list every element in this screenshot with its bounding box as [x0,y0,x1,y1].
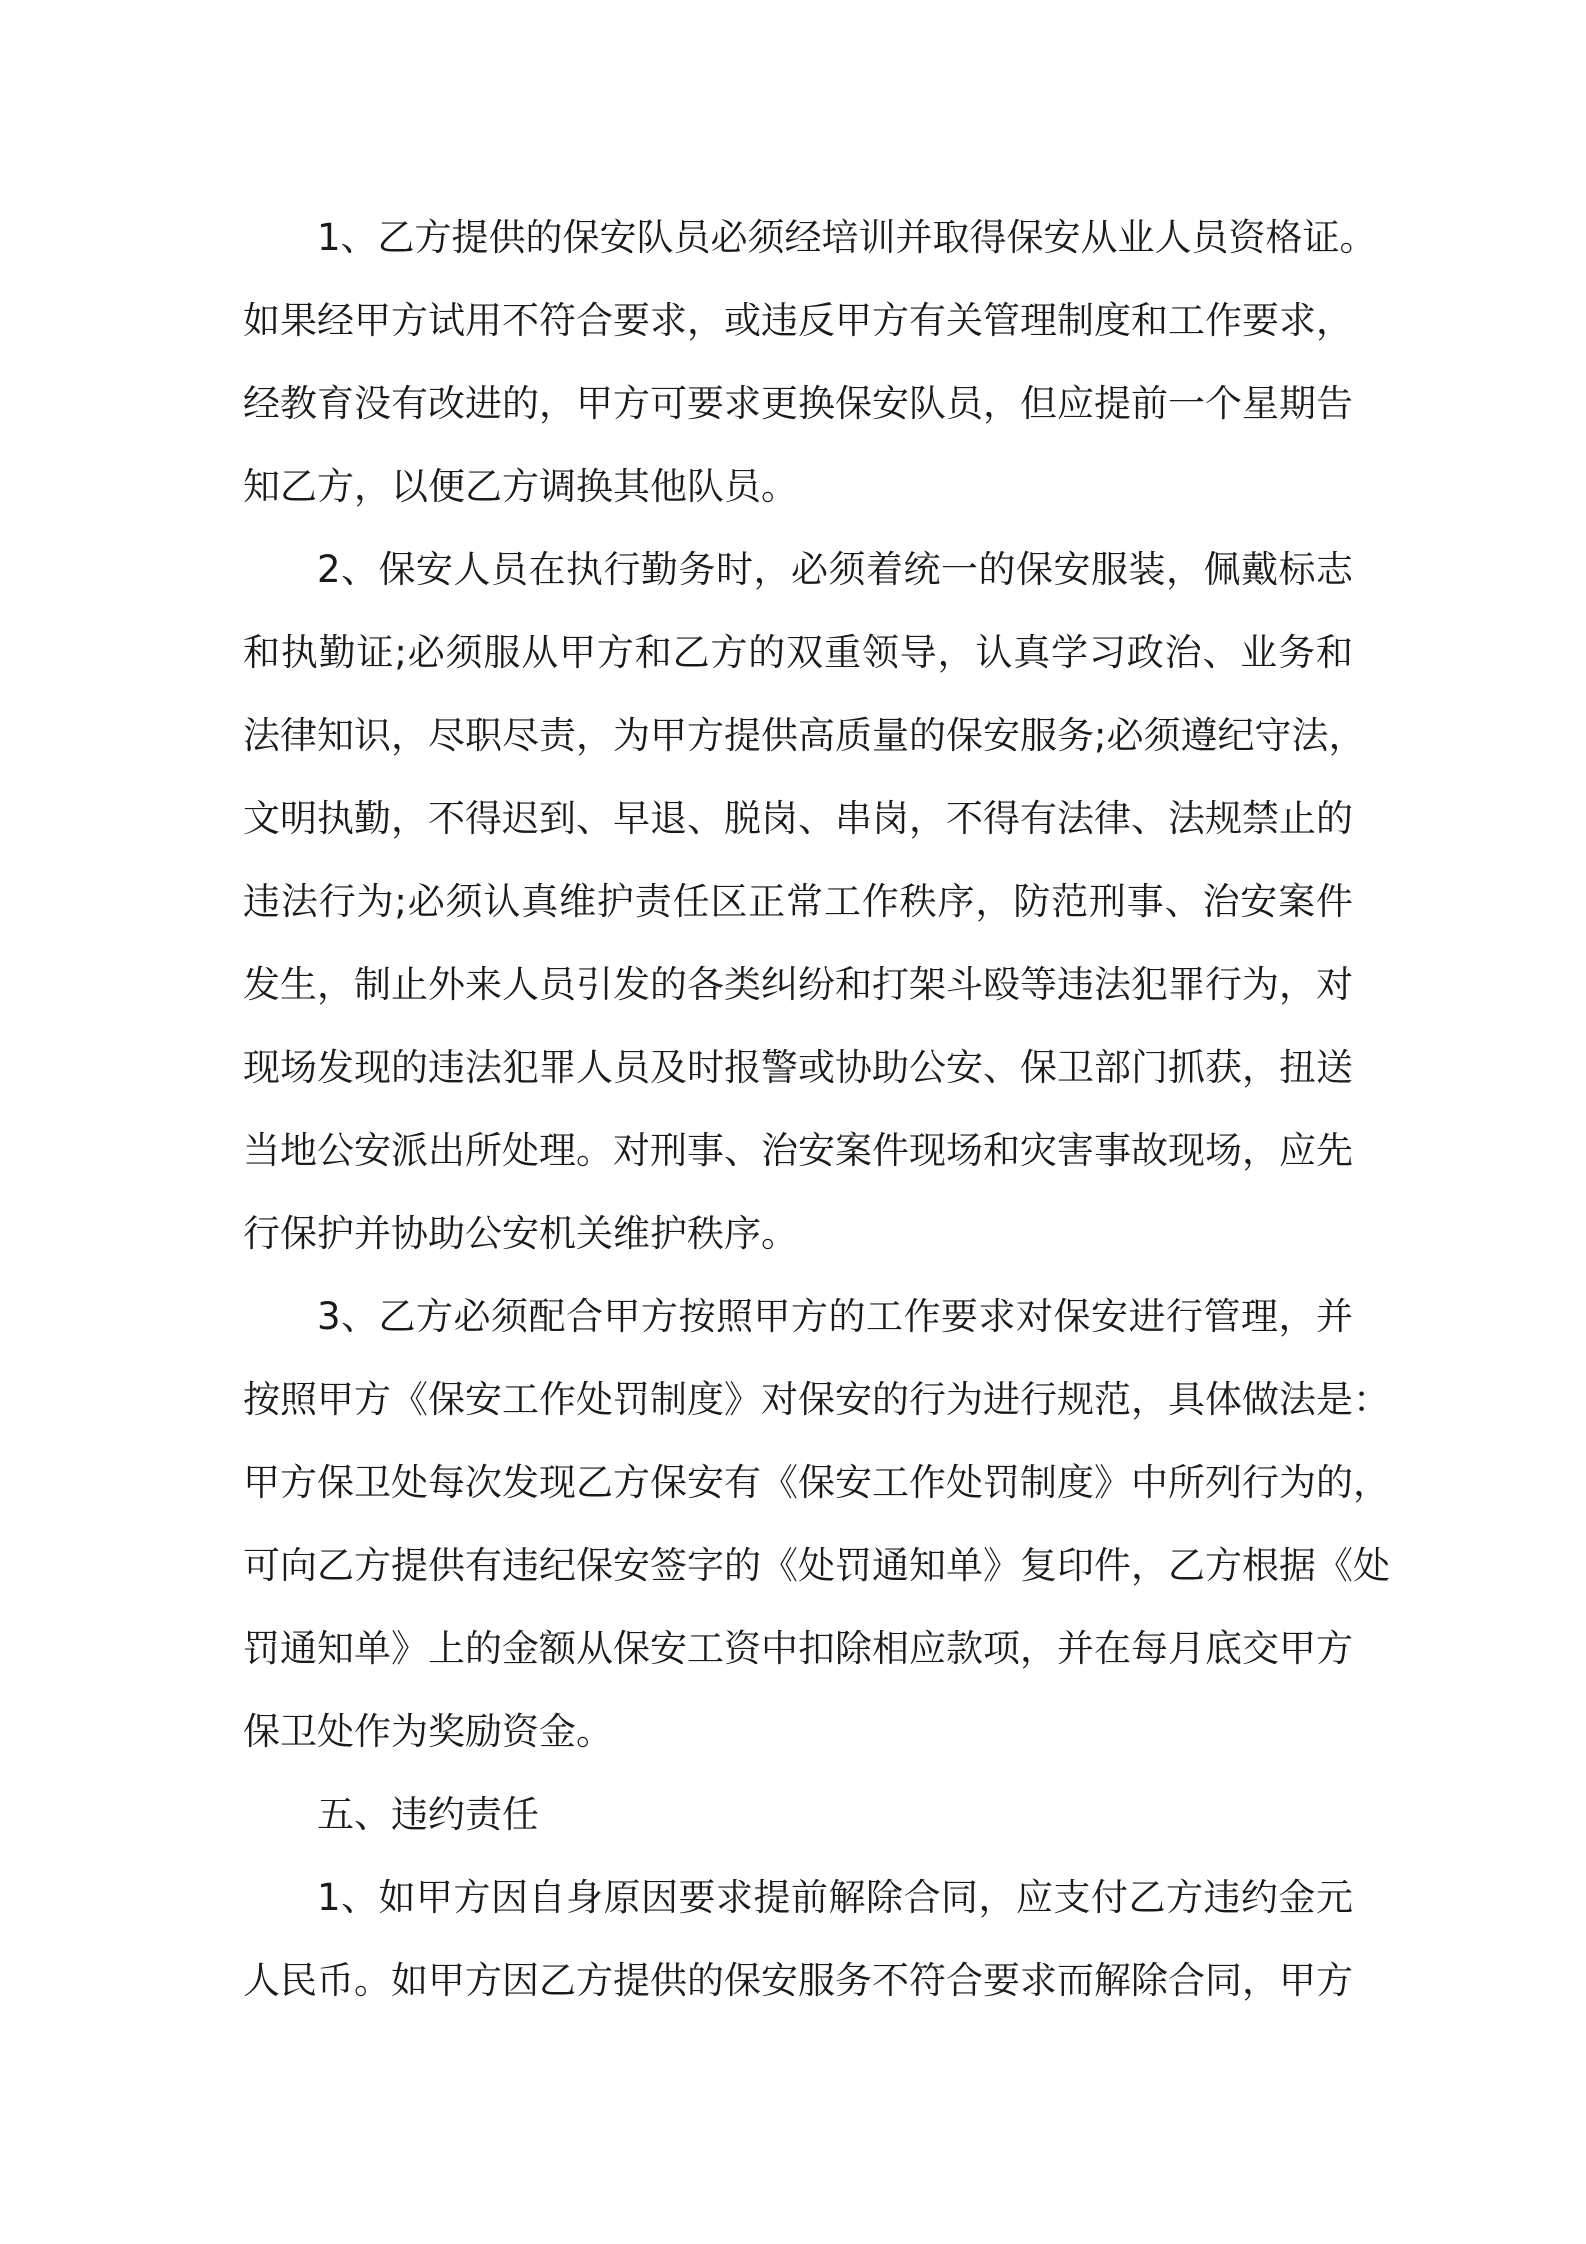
text-line: 罚通知单》上的金额从保安工资中扣除相应款项，并在每月底交甲方 [243,1627,1353,1670]
text-line: 3、乙方必须配合甲方按照甲方的工作要求对保安进行管理，并 [317,1295,1353,1338]
text-line: 违法行为;必须认真维护责任区正常工作秩序，防范刑事、治安案件 [243,880,1353,923]
paragraph-clause-3 [243,1275,1390,1773]
text-line: 经教育没有改进的，甲方可要求更换保安队员，但应提前一个星期告 [243,382,1353,425]
paragraph-breach-clause-1 [243,1856,1353,2022]
text-line: 行保护并协助公安机关维护秩序。 [243,1212,798,1255]
text-line: 甲方保卫处每次发现乙方保安有《保安工作处罚制度》中所列行为的， [243,1461,1390,1504]
text-line: 知乙方，以便乙方调换其他队员。 [243,465,798,508]
text-line: 按照甲方《保安工作处罚制度》对保安的行为进行规范，具体做法是： [243,1378,1390,1421]
paragraph-clause-2 [243,528,1366,1275]
text-line: 发生，制止外来人员引发的各类纠纷和打架斗殴等违法犯罪行为，对 [243,963,1353,1006]
text-line: 如果经甲方试用不符合要求，或违反甲方有关管理制度和工作要求， [243,299,1353,342]
text-line: 可向乙方提供有违纪保安签字的《处罚通知单》复印件，乙方根据《处 [243,1544,1390,1587]
section-heading-breach-liability [243,1773,1353,1856]
text-line: 2、保安人员在执行勤务时，必须着统一的保安服装，佩戴标志 [317,548,1353,591]
text-line: 和执勤证;必须服从甲方和乙方的双重领导，认真学习政治、业务和 [243,631,1353,674]
section-heading: 五、违约责任 [317,1793,539,1836]
document-body [243,196,1390,2022]
text-line: 现场发现的违法犯罪人员及时报警或协助公安、保卫部门抓获，扭送 [243,1046,1353,1089]
paragraph-clause-1 [243,196,1377,528]
text-line: 保卫处作为奖励资金。 [243,1710,613,1753]
text-line: 当地公安派出所处理。对刑事、治安案件现场和灾害事故现场，应先 [243,1129,1353,1172]
text-line: 1、乙方提供的保安队员必须经培训并取得保安从业人员资格证。 [317,216,1377,259]
text-line: 法律知识，尽职尽责，为甲方提供高质量的保安服务;必须遵纪守法， [243,714,1366,757]
text-line: 1、如甲方因自身原因要求提前解除合同，应支付乙方违约金元 [317,1876,1353,1919]
text-line: 文明执勤，不得迟到、早退、脱岗、串岗，不得有法律、法规禁止的 [243,797,1353,840]
text-line: 人民币。如甲方因乙方提供的保安服务不符合要求而解除合同，甲方 [243,1959,1353,2002]
